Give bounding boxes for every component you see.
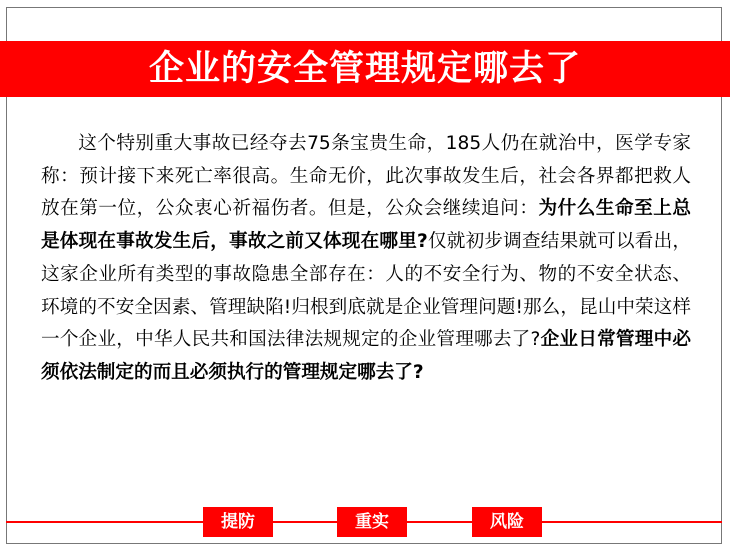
- paragraph-bold-question-2: 企业日常管理中必须依法制定的而且必须执行的管理规定哪去了?: [41, 329, 691, 383]
- paragraph-bold-question-1: 为什么生命至上总是体现在事故发生后，事故之前又体现在哪里?: [41, 198, 691, 253]
- paragraph-text-2: 仅就初步调查结果就可以看出，这家企业所有类型的事故隐患全部存在：人的不安全行为、物的不安全状态、环境的不安全因素、管理缺陷!归根到底就是企业管理问题!那么，昆山中荣这样一个企业，中华人民共和国法律法规规定的企业管理哪去了?: [41, 231, 691, 351]
- tag-risk: 风险: [472, 507, 542, 537]
- tag-prevent: 提防: [203, 507, 273, 537]
- paragraph-text-1: 这个特别重大事故已经夺去75条宝贵生命，185人仍在就治中，医学专家称：预计接下来死亡率很高。生命无价，此次事故发生后，社会各界都把救人放在第一位，公众衷心祈福伤者。但是，公众会继续追问：: [41, 133, 691, 220]
- tag-substance: 重实: [337, 507, 407, 537]
- body-paragraph: [41, 128, 691, 390]
- page-title: 企业的安全管理规定哪去了: [148, 49, 581, 89]
